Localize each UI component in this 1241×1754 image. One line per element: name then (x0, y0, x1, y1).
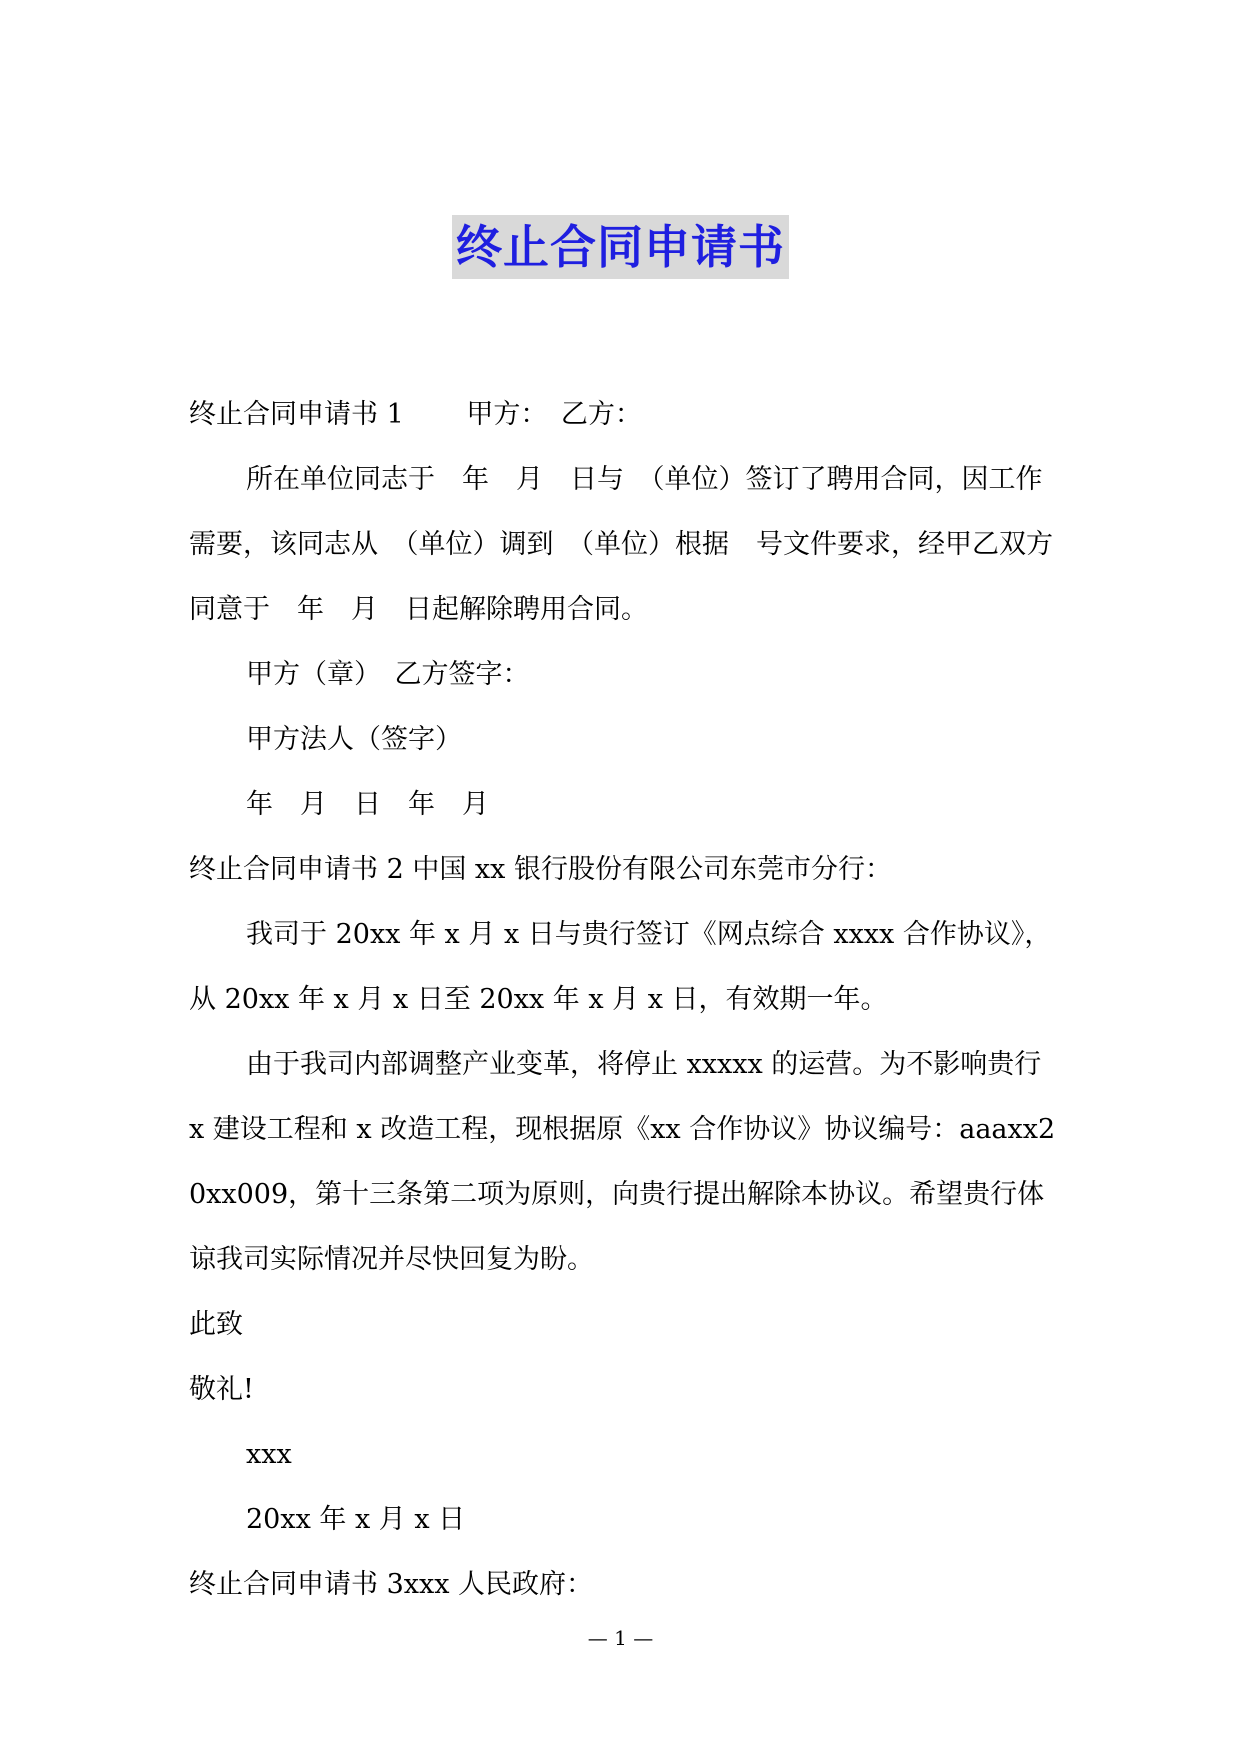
paragraph: 此致 (189, 1309, 243, 1340)
paragraph: 甲方法人（签字） (246, 724, 462, 755)
document-body (189, 382, 1057, 1617)
paragraph: 我司于 20xx 年 x 月 x 日与贵行签订《网点综合 xxxx 合作协议》，从 20xx 年 x 月 x 日至 20xx 年 x 月 x 日，有效期一年。 (189, 919, 1052, 1015)
title-container (0, 215, 1241, 279)
paragraph: 甲方（章） 乙方签字： (246, 659, 530, 690)
paragraph: xxx (246, 1439, 292, 1470)
paragraph: 所在单位同志于 年 月 日与 （单位）签订了聘用合同，因工作需要，该同志从 （单位）调到 （单位）根据 号文件要求，经甲乙双方同意于 年 月 日起解除聘用合同。 (189, 464, 1053, 625)
paragraph: 终止合同申请书 2 中国 xx 银行股份有限公司东莞市分行： (189, 854, 892, 885)
paragraph: 由于我司内部调整产业变革，将停止 xxxxx 的运营。为不影响贵行 x 建设工程和 x 改造工程，现根据原《xx 合作协议》协议编号：aaaxx20xx009，第十三条第二项为原则，向贵行提出解除本协议。希望贵行体谅我司实际情况并尽快回复为盼。 (189, 1049, 1056, 1275)
paragraph: 终止合同申请书 1 甲方： 乙方： (189, 399, 642, 430)
paragraph: 终止合同申请书 3xxx 人民政府： (189, 1569, 594, 1600)
document-title: 终止合同申请书 (452, 215, 789, 279)
paragraph: 敬礼! (189, 1374, 254, 1405)
paragraph: 20xx 年 x 月 x 日 (246, 1504, 466, 1535)
paragraph: 年 月 日 年 月 (246, 789, 489, 820)
page-number: — 1 — (587, 1626, 654, 1650)
